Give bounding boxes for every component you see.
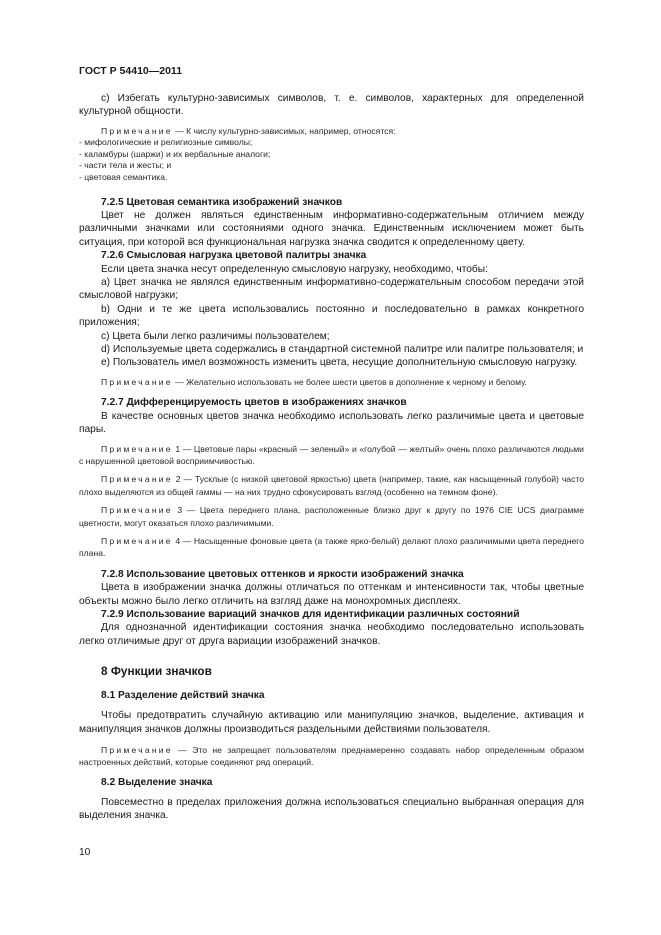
- note-text: — К числу культурно-зависимых, например, относятся:: [172, 125, 396, 136]
- note-7-2-7-4: [79, 535, 584, 560]
- paragraph-7-2-8: Цвета в изображении значка должны отличаться по оттенкам и интенсивности так, чтобы цветные объекты можно было легко отличить на взгляд даже на монохромных дисплеях.: [79, 582, 584, 607]
- list-item: - части тела и жесты; и: [79, 160, 172, 171]
- note-label: Примечание: [101, 474, 173, 485]
- heading-7-2-5: 7.2.5 Цветовая семантика изображений значков: [101, 196, 343, 208]
- note-text: — Желательно использовать не более шести цветов в дополнение к черному и белому.: [172, 376, 527, 387]
- note-label: Примечание: [101, 125, 173, 136]
- paragraph-7-2-9: Для однозначной идентификации состояния значка необходимо последовательно использовать легко отличимые друг от друга вариации изображений значков.: [79, 622, 584, 647]
- note-7-2-7-1: [79, 443, 584, 468]
- paragraph-7-2-7: В качестве основных цветов значка необходимо использовать легко различимые цвета и цветовые пары.: [79, 410, 584, 436]
- note-text: 1 — Цветовые пары «красный — зеленый» и «голубой — желтый» очень плохо различаются людьми с нарушенной цветовой восприимчивостью.: [79, 443, 584, 466]
- note-text: 4 — Насыщенные фоновые цвета (а также ярко-белый) делают плохо различимыми цвета переднего плана.: [79, 535, 584, 559]
- note-label: Примечание: [101, 505, 173, 516]
- note-text: 2 — Тусклые (с низкой цветовой яркостью) цвета (например, такие, как насыщенный голубой) часто плохо выделяются из общей гаммы — на них трудно сфокусировать взгляд (особенно на темном фоне).: [79, 474, 584, 497]
- paragraph-7-2-6-a: а) Цвет значка не являлся единственным информативно-содержательным способом передачи этой смысловой нагрузки;: [79, 277, 584, 302]
- note-label: Примечание: [101, 745, 173, 755]
- note-label: Примечание: [101, 443, 173, 454]
- list-item: - каламбуры (шаржи) и их вербальные аналоги;: [79, 148, 271, 159]
- note-8-1: [79, 744, 584, 769]
- note-label: Примечание: [101, 535, 173, 546]
- note-colors: [79, 376, 584, 388]
- note-text: 3 — Цвета переднего плана, расположенные близко друг к другу по 1976 CIE UCS диаграмме цветности, могут оказаться плохо различимыми.: [79, 505, 584, 528]
- heading-7-2-8: 7.2.8 Использование цветовых оттенков и яркости изображений значка: [101, 568, 464, 580]
- heading-8-1: 8.1 Разделение действий значка: [101, 690, 265, 702]
- paragraph-7-2-6-b: b) Одни и те же цвета использовались постоянно и последовательно в рамках конкретного приложения;: [79, 303, 584, 329]
- paragraph-8-1: Чтобы предотвратить случайную активацию или манипуляцию значков, выделение, активация и манипуляция значков должны производиться раздельными действиями пользователя.: [79, 710, 584, 735]
- paragraph-7-2-5: Цвет не должен являться единственным информативно-содержательным отличием между различными значками или состояниями одного значка. Единственным исключением может быть ситуация, при которой вся функциональная нагрузка значка сводится к определенному цвету.: [79, 210, 584, 248]
- heading-7-2-6: 7.2.6 Смысловая нагрузка цветовой палитры значка: [101, 250, 367, 262]
- note-7-2-7-2: [79, 473, 584, 498]
- note-text: — Это не запрещает пользователям преднамеренно создавать набор определенным образом настроенных действий, которые соединяют ряд операций.: [79, 745, 584, 768]
- note-label: Примечание: [101, 376, 173, 387]
- note-cultural: [79, 125, 584, 137]
- page-content: [79, 92, 584, 823]
- note-7-2-7-3: [79, 504, 584, 529]
- paragraph-7-2-6-intro: Если цвета значка несут определенную смысловую нагрузку, необходимо, чтобы:: [101, 263, 488, 275]
- paragraph-7-2-6-d: d) Используемые цвета содержались в стандартной системной палитре или палитре пользователя; и: [101, 344, 584, 356]
- heading-7-2-9: 7.2.9 Использование вариаций значков для идентификации различных состояний: [101, 608, 520, 620]
- heading-section-8: 8 Функции значков: [101, 664, 212, 679]
- standard-header: ГОСТ Р 54410—2011: [79, 65, 183, 77]
- paragraph-7-2-6-c: c) Цвета были легко различимы пользователем;: [101, 330, 330, 342]
- cultural-list: [79, 137, 584, 183]
- paragraph-c: с) Избегать культурно-зависимых символов, т. е. символов, характерных для определенной культурной общности.: [79, 93, 584, 118]
- paragraph-8-2: Повсеместно в пределах приложения должна использоваться специально выбранная операция для выделения значка.: [79, 796, 584, 822]
- heading-7-2-7: 7.2.7 Дифференцируемость цветов в изображениях значков: [101, 397, 407, 409]
- heading-8-2: 8.2 Выделение значка: [101, 776, 213, 788]
- list-item: - мифологические и религиозные символы;: [79, 137, 253, 148]
- paragraph-7-2-6-e: е) Пользователь имел возможность изменить цвета, несущие дополнительную смысловую нагрузку.: [101, 357, 578, 369]
- list-item: - цветовая семантика.: [79, 172, 168, 182]
- page-number: 10: [79, 847, 91, 858]
